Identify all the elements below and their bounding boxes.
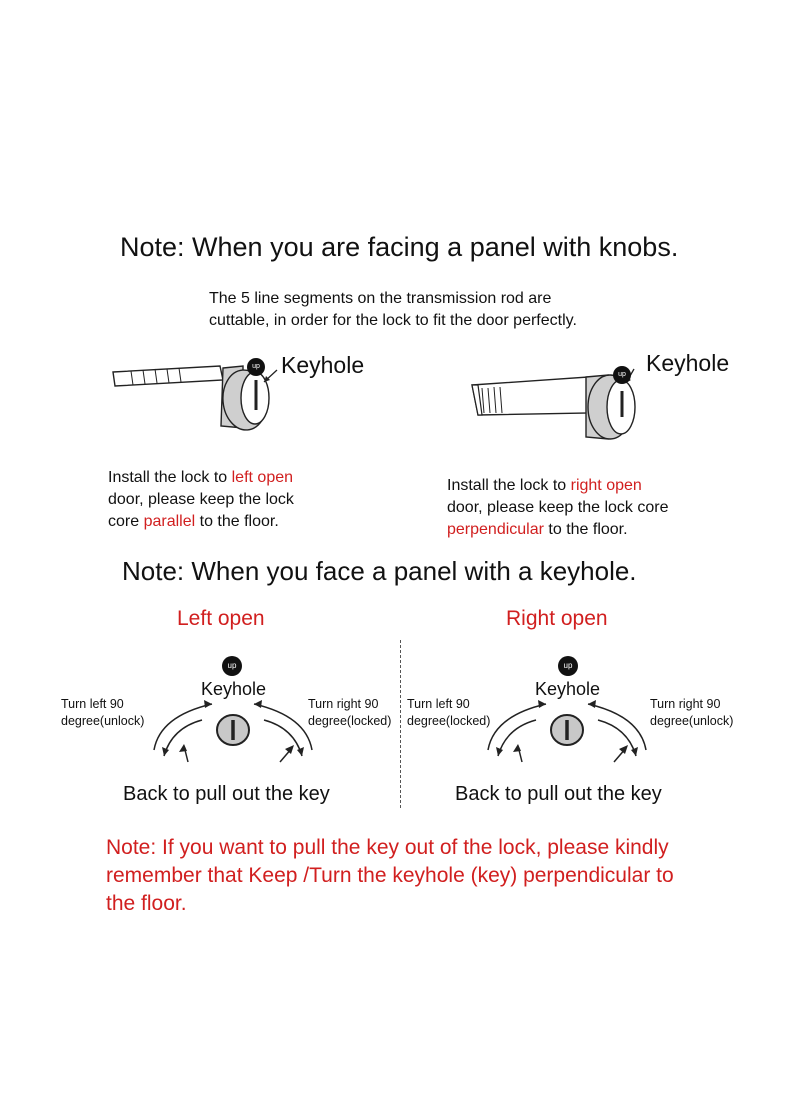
text: degree(unlock)	[61, 714, 145, 728]
up-badge: up	[222, 656, 242, 676]
rod-note-line2: cuttable, in order for the lock to fit the door perfectly.	[209, 312, 577, 329]
keyhole-label: Keyhole	[281, 352, 365, 378]
text: to the floor.	[543, 521, 628, 538]
text: Turn left 90	[407, 697, 470, 711]
left-open-title: Left open	[177, 607, 265, 630]
text: Turn left 90	[61, 697, 124, 711]
right-install-text	[447, 475, 668, 541]
left-open-rotation-diagram	[140, 690, 340, 780]
rod-note-line1: The 5 line segments on the transmission rod are	[209, 290, 552, 307]
divider	[400, 640, 401, 808]
back-to-pull-label: Back to pull out the key	[455, 783, 662, 805]
text: door, please keep the lock core	[447, 499, 669, 516]
text: degree(unlock)	[650, 714, 734, 728]
final-note-line3: the floor.	[106, 892, 187, 915]
keyhole-label: Keyhole	[535, 679, 601, 699]
right-open-rotation-diagram	[474, 690, 674, 780]
turn-left-label	[61, 696, 144, 730]
keyhole-label: Keyhole	[201, 679, 267, 699]
text: Turn right 90	[308, 697, 379, 711]
right-open-title: Right open	[506, 607, 608, 630]
text: degree(locked)	[407, 714, 491, 728]
text: Turn right 90	[650, 697, 721, 711]
highlight-right-open: right open	[570, 477, 642, 494]
text: to the floor.	[195, 513, 279, 530]
turn-left-arrow	[154, 704, 212, 750]
highlight-left-open: left open	[231, 469, 294, 486]
text: Install the lock to	[447, 477, 571, 494]
heading-keyhole: Note: When you face a panel with a keyhole.	[122, 556, 637, 586]
highlight-parallel: parallel	[143, 513, 196, 530]
rod-note	[209, 288, 577, 332]
text: door, please keep the lock	[108, 491, 294, 508]
text: degree(locked)	[308, 714, 392, 728]
highlight-perpendicular: perpendicular	[447, 521, 544, 538]
final-note	[106, 834, 674, 918]
turn-right-arrow	[588, 704, 646, 750]
up-badge: up	[613, 366, 631, 384]
up-badge: up	[558, 656, 578, 676]
text: core	[108, 513, 144, 530]
turn-right-arrow	[254, 704, 312, 750]
text: Install the lock to	[108, 469, 232, 486]
turn-left-arrow	[488, 704, 546, 750]
keyhole-label: Keyhole	[646, 350, 730, 376]
left-install-text	[108, 467, 294, 533]
back-to-pull-label: Back to pull out the key	[123, 783, 330, 805]
heading-knobs: Note: When you are facing a panel with knobs.	[120, 232, 679, 262]
final-note-line1: Note: If you want to pull the key out of the lock, please kindly	[106, 836, 669, 859]
final-note-line2: remember that Keep /Turn the keyhole (key) perpendicular to	[106, 864, 674, 887]
up-badge: up	[247, 358, 265, 376]
